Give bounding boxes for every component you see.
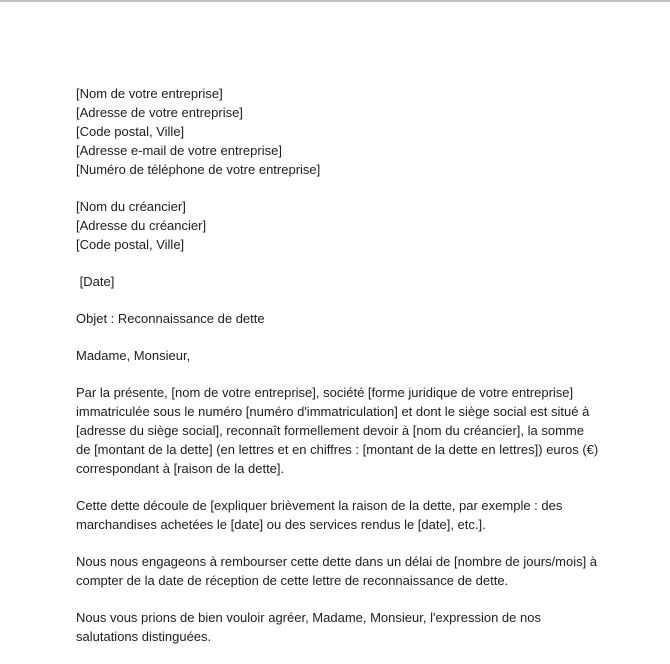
sender-city-line: [Code postal, Ville] bbox=[76, 124, 185, 139]
body-paragraph-acknowledgment: Par la présente, [nom de votre entreprise], société [forme juridique de votre entreprise] immatriculée sous le numéro [numéro d'immatriculation] et dont le siège social est situé à [adresse du siège social], reconnaît formellement devoir à [nom du créancier], la somme de [montant de la dette] (en lettres et en chiffres : [montant de la dette en lettres]) euros (€) correspondant à [raison de la dette]. bbox=[76, 385, 599, 476]
body-paragraph-closing-formula: Nous vous prions de bien vouloir agréer, Madame, Monsieur, l'expression de nos salutations distinguées. bbox=[76, 610, 541, 644]
sender-name-line: [Nom de votre entreprise] bbox=[76, 86, 223, 101]
body-paragraph-debt-origin: Cette dette découle de [expliquer brièvement la raison de la dette, par exemple : des marchandises achetées le [date] ou des services rendus le [date], etc.]. bbox=[76, 498, 563, 532]
body-paragraph-repayment-commitment: Nous nous engageons à rembourser cette dette dans un délai de [nombre de jours/mois] à compter de la date de réception de cette lettre de reconnaissance de dette. bbox=[76, 554, 598, 588]
recipient-address-block bbox=[76, 197, 600, 254]
salutation-line: Madame, Monsieur, bbox=[76, 348, 191, 363]
sender-address-line: [Adresse de votre entreprise] bbox=[76, 105, 243, 120]
recipient-city-line: [Code postal, Ville] bbox=[76, 237, 185, 252]
recipient-address-line: [Adresse du créancier] bbox=[76, 218, 207, 233]
sender-address-block bbox=[76, 84, 600, 179]
sender-email-line: [Adresse e-mail de votre entreprise] bbox=[76, 143, 282, 158]
letter-document bbox=[0, 2, 670, 646]
sender-phone-line: [Numéro de téléphone de votre entreprise] bbox=[76, 162, 321, 177]
recipient-name-line: [Nom du créancier] bbox=[76, 199, 186, 214]
subject-line: Objet : Reconnaissance de dette bbox=[76, 311, 265, 326]
date-line: [Date] bbox=[76, 274, 115, 289]
